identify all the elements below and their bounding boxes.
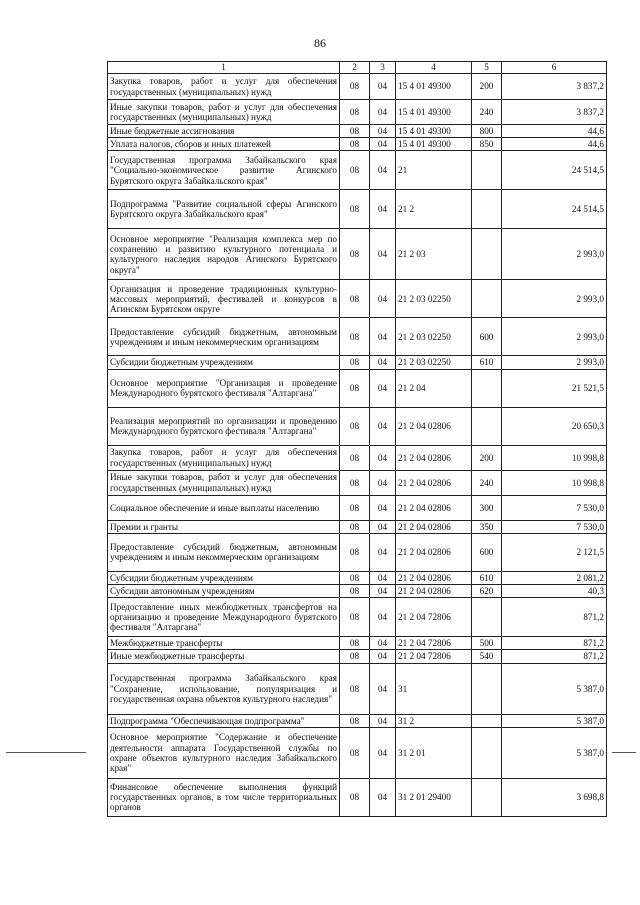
cell-amount: 10 998,8 <box>502 470 607 495</box>
cell-section: 08 <box>340 571 370 584</box>
cell-name: Основное мероприятие "Реализация комплекса мер по сохранению и развитию культурного потенциала и культурного наследия народов Агинского Бурятского округа" <box>108 229 340 280</box>
cell-amount: 871,2 <box>502 598 607 637</box>
cell-target-code: 21 2 04 02806 <box>396 445 472 470</box>
cell-subsection: 04 <box>370 356 396 369</box>
cell-subsection: 04 <box>370 571 396 584</box>
table-row <box>108 533 607 571</box>
cell-expense-type: 240 <box>472 100 502 125</box>
cell-expense-type <box>472 663 502 714</box>
cell-subsection: 04 <box>370 138 396 151</box>
cell-target-code: 21 2 04 02806 <box>396 585 472 598</box>
table-row <box>108 663 607 714</box>
cell-target-code: 21 2 04 02806 <box>396 495 472 520</box>
cell-amount: 5 387,0 <box>502 714 607 727</box>
cell-target-code: 21 2 04 72806 <box>396 598 472 637</box>
cell-amount: 24 514,5 <box>502 190 607 229</box>
cell-section: 08 <box>340 356 370 369</box>
page-number: 86 <box>314 36 326 50</box>
cell-expense-type: 300 <box>472 495 502 520</box>
cell-section: 08 <box>340 138 370 151</box>
cell-section: 08 <box>340 495 370 520</box>
cell-name: Уплата налогов, сборов и иных платежей <box>108 138 340 151</box>
cell-target-code: 15 4 01 49300 <box>396 138 472 151</box>
cell-amount: 2 993,0 <box>502 280 607 318</box>
cell-expense-type: 540 <box>472 650 502 663</box>
table-header-row <box>108 62 607 74</box>
cell-name: Предоставление субсидий бюджетным, автономным учреждениям и иным некоммерческим организациям <box>108 318 340 356</box>
table-row <box>108 151 607 190</box>
cell-target-code: 21 2 <box>396 190 472 229</box>
cell-subsection: 04 <box>370 585 396 598</box>
cell-subsection: 04 <box>370 280 396 318</box>
table-row <box>108 74 607 100</box>
cell-subsection: 04 <box>370 74 396 100</box>
cell-target-code: 21 <box>396 151 472 190</box>
cell-section: 08 <box>340 470 370 495</box>
cell-subsection: 04 <box>370 727 396 778</box>
header-col-5: 5 <box>472 62 502 74</box>
cell-subsection: 04 <box>370 318 396 356</box>
cell-amount: 7 530,0 <box>502 520 607 533</box>
cell-name: Иные закупки товаров, работ и услуг для обеспечения государственных (муниципальных) нужд <box>108 470 340 495</box>
cell-name: Иные закупки товаров, работ и услуг для обеспечения государственных (муниципальных) нужд <box>108 100 340 125</box>
cell-amount: 40,3 <box>502 585 607 598</box>
cell-section: 08 <box>340 598 370 637</box>
table-row <box>108 585 607 598</box>
cell-name: Основное мероприятие "Организация и проведение Международного бурятского фестиваля "Алтаргана" <box>108 369 340 407</box>
cell-target-code: 21 2 04 02806 <box>396 520 472 533</box>
cell-name: Закупка товаров, работ и услуг для обеспечения государственных (муниципальных) нужд <box>108 445 340 470</box>
cell-subsection: 04 <box>370 533 396 571</box>
scan-artifact-left <box>6 752 86 753</box>
table-row <box>108 138 607 151</box>
cell-subsection: 04 <box>370 125 396 138</box>
cell-name: Межбюджетные трансферты <box>108 637 340 650</box>
table-row <box>108 229 607 280</box>
cell-target-code: 31 2 01 29400 <box>396 778 472 816</box>
table-row <box>108 318 607 356</box>
cell-target-code: 21 2 04 02806 <box>396 571 472 584</box>
cell-expense-type: 240 <box>472 470 502 495</box>
cell-subsection: 04 <box>370 369 396 407</box>
cell-amount: 2 993,0 <box>502 356 607 369</box>
cell-target-code: 31 <box>396 663 472 714</box>
cell-subsection: 04 <box>370 100 396 125</box>
cell-name: Субсидии автономным учреждениям <box>108 585 340 598</box>
cell-section: 08 <box>340 229 370 280</box>
cell-amount: 44,6 <box>502 138 607 151</box>
cell-section: 08 <box>340 714 370 727</box>
table-row <box>108 407 607 445</box>
cell-target-code: 15 4 01 49300 <box>396 125 472 138</box>
cell-expense-type: 200 <box>472 74 502 100</box>
table-body <box>108 74 607 817</box>
table-row <box>108 637 607 650</box>
cell-expense-type <box>472 229 502 280</box>
cell-subsection: 04 <box>370 778 396 816</box>
cell-amount: 2 993,0 <box>502 229 607 280</box>
cell-subsection: 04 <box>370 598 396 637</box>
cell-target-code: 21 2 04 02806 <box>396 470 472 495</box>
cell-expense-type <box>472 151 502 190</box>
table-row <box>108 356 607 369</box>
table-row <box>108 650 607 663</box>
cell-amount: 871,2 <box>502 650 607 663</box>
cell-subsection: 04 <box>370 495 396 520</box>
header-col-4: 4 <box>396 62 472 74</box>
cell-name: Социальное обеспечение и иные выплаты населению <box>108 495 340 520</box>
table-row <box>108 280 607 318</box>
cell-target-code: 21 2 04 72806 <box>396 637 472 650</box>
header-col-2: 2 <box>340 62 370 74</box>
table-row <box>108 520 607 533</box>
table-row <box>108 369 607 407</box>
cell-amount: 24 514,5 <box>502 151 607 190</box>
cell-subsection: 04 <box>370 637 396 650</box>
cell-expense-type: 610 <box>472 571 502 584</box>
budget-table <box>107 61 607 817</box>
cell-name: Финансовое обеспечение выполнения функций государственных органов, в том числе территориальных органов <box>108 778 340 816</box>
cell-name: Государственная программа Забайкальского края "Социально-экономическое развитие Агинского Бурятского округа Забайкальского края" <box>108 151 340 190</box>
cell-expense-type <box>472 369 502 407</box>
cell-name: Субсидии бюджетным учреждениям <box>108 571 340 584</box>
cell-target-code: 21 2 04 02806 <box>396 407 472 445</box>
table-row <box>108 714 607 727</box>
cell-subsection: 04 <box>370 445 396 470</box>
table-row <box>108 727 607 778</box>
cell-amount: 5 387,0 <box>502 727 607 778</box>
header-col-3: 3 <box>370 62 396 74</box>
cell-section: 08 <box>340 151 370 190</box>
cell-expense-type <box>472 778 502 816</box>
cell-amount: 2 081,2 <box>502 571 607 584</box>
cell-subsection: 04 <box>370 650 396 663</box>
cell-subsection: 04 <box>370 470 396 495</box>
table-row <box>108 445 607 470</box>
table-row <box>108 778 607 816</box>
cell-expense-type <box>472 280 502 318</box>
cell-section: 08 <box>340 125 370 138</box>
cell-name: Иные бюджетные ассигнования <box>108 125 340 138</box>
cell-section: 08 <box>340 585 370 598</box>
cell-subsection: 04 <box>370 714 396 727</box>
cell-amount: 44,6 <box>502 125 607 138</box>
cell-section: 08 <box>340 100 370 125</box>
cell-name: Государственная программа Забайкальского края "Сохранение, использование, популяризация и государственная охрана объектов культурного наследия" <box>108 663 340 714</box>
header-col-1: 1 <box>108 62 340 74</box>
cell-amount: 3 837,2 <box>502 100 607 125</box>
cell-section: 08 <box>340 445 370 470</box>
cell-amount: 871,2 <box>502 637 607 650</box>
cell-expense-type: 500 <box>472 637 502 650</box>
cell-section: 08 <box>340 280 370 318</box>
cell-target-code: 31 2 01 <box>396 727 472 778</box>
cell-name: Подпрограмма "Обеспечивающая подпрограмма" <box>108 714 340 727</box>
cell-name: Предоставление иных межбюджетных трансфертов на организацию и проведение Международного бурятского фестиваля "Алтаргана" <box>108 598 340 637</box>
cell-amount: 2 993,0 <box>502 318 607 356</box>
cell-name: Организация и проведение традиционных культурно-массовых мероприятий, фестивалей и конкурсов в Агинском Бурятском округе <box>108 280 340 318</box>
cell-amount: 5 387,0 <box>502 663 607 714</box>
cell-target-code: 21 2 04 02806 <box>396 533 472 571</box>
cell-section: 08 <box>340 663 370 714</box>
cell-subsection: 04 <box>370 151 396 190</box>
cell-name: Основное мероприятие "Содержание и обеспечение деятельности аппарата Государственной службы по охране объектов культурного наследия Забайкальского края" <box>108 727 340 778</box>
cell-section: 08 <box>340 637 370 650</box>
table-row <box>108 190 607 229</box>
table-row <box>108 495 607 520</box>
cell-expense-type: 850 <box>472 138 502 151</box>
cell-subsection: 04 <box>370 520 396 533</box>
cell-subsection: 04 <box>370 229 396 280</box>
cell-expense-type: 200 <box>472 445 502 470</box>
cell-expense-type: 600 <box>472 318 502 356</box>
cell-name: Иные межбюджетные трансферты <box>108 650 340 663</box>
cell-section: 08 <box>340 520 370 533</box>
cell-name: Субсидии бюджетным учреждениям <box>108 356 340 369</box>
cell-amount: 3 837,2 <box>502 74 607 100</box>
cell-expense-type <box>472 190 502 229</box>
cell-expense-type: 620 <box>472 585 502 598</box>
cell-subsection: 04 <box>370 190 396 229</box>
cell-amount: 10 998,8 <box>502 445 607 470</box>
cell-name: Предоставление субсидий бюджетным, автономным учреждениям и иным некоммерческим организациям <box>108 533 340 571</box>
cell-target-code: 21 2 03 02250 <box>396 356 472 369</box>
cell-target-code: 15 4 01 49300 <box>396 100 472 125</box>
cell-section: 08 <box>340 74 370 100</box>
cell-target-code: 21 2 03 02250 <box>396 318 472 356</box>
cell-expense-type: 800 <box>472 125 502 138</box>
cell-section: 08 <box>340 727 370 778</box>
cell-section: 08 <box>340 650 370 663</box>
table-row <box>108 598 607 637</box>
cell-section: 08 <box>340 318 370 356</box>
table-row <box>108 571 607 584</box>
cell-expense-type: 610 <box>472 356 502 369</box>
table-row <box>108 470 607 495</box>
cell-section: 08 <box>340 778 370 816</box>
cell-expense-type: 600 <box>472 533 502 571</box>
cell-target-code: 21 2 04 <box>396 369 472 407</box>
table-row <box>108 100 607 125</box>
cell-expense-type: 350 <box>472 520 502 533</box>
cell-name: Закупка товаров, работ и услуг для обеспечения государственных (муниципальных) нужд <box>108 74 340 100</box>
cell-amount: 2 121,5 <box>502 533 607 571</box>
cell-subsection: 04 <box>370 663 396 714</box>
cell-name: Реализация мероприятий по организации и проведению Международного бурятского фестиваля "Алтаргана" <box>108 407 340 445</box>
cell-expense-type <box>472 714 502 727</box>
cell-target-code: 21 2 03 02250 <box>396 280 472 318</box>
cell-section: 08 <box>340 369 370 407</box>
cell-section: 08 <box>340 533 370 571</box>
scan-artifact-right <box>612 752 636 753</box>
cell-target-code: 15 4 01 49300 <box>396 74 472 100</box>
cell-amount: 3 698,8 <box>502 778 607 816</box>
cell-amount: 20 650,3 <box>502 407 607 445</box>
header-col-6: 6 <box>502 62 607 74</box>
table-row <box>108 125 607 138</box>
cell-section: 08 <box>340 407 370 445</box>
cell-subsection: 04 <box>370 407 396 445</box>
cell-expense-type <box>472 727 502 778</box>
cell-expense-type <box>472 407 502 445</box>
cell-target-code: 31 2 <box>396 714 472 727</box>
cell-name: Премии и гранты <box>108 520 340 533</box>
cell-name: Подпрограмма "Развитие социальной сферы Агинского Бурятского округа Забайкальского края" <box>108 190 340 229</box>
cell-target-code: 21 2 04 72806 <box>396 650 472 663</box>
cell-amount: 7 530,0 <box>502 495 607 520</box>
cell-section: 08 <box>340 190 370 229</box>
cell-target-code: 21 2 03 <box>396 229 472 280</box>
cell-amount: 21 521,5 <box>502 369 607 407</box>
cell-expense-type <box>472 598 502 637</box>
